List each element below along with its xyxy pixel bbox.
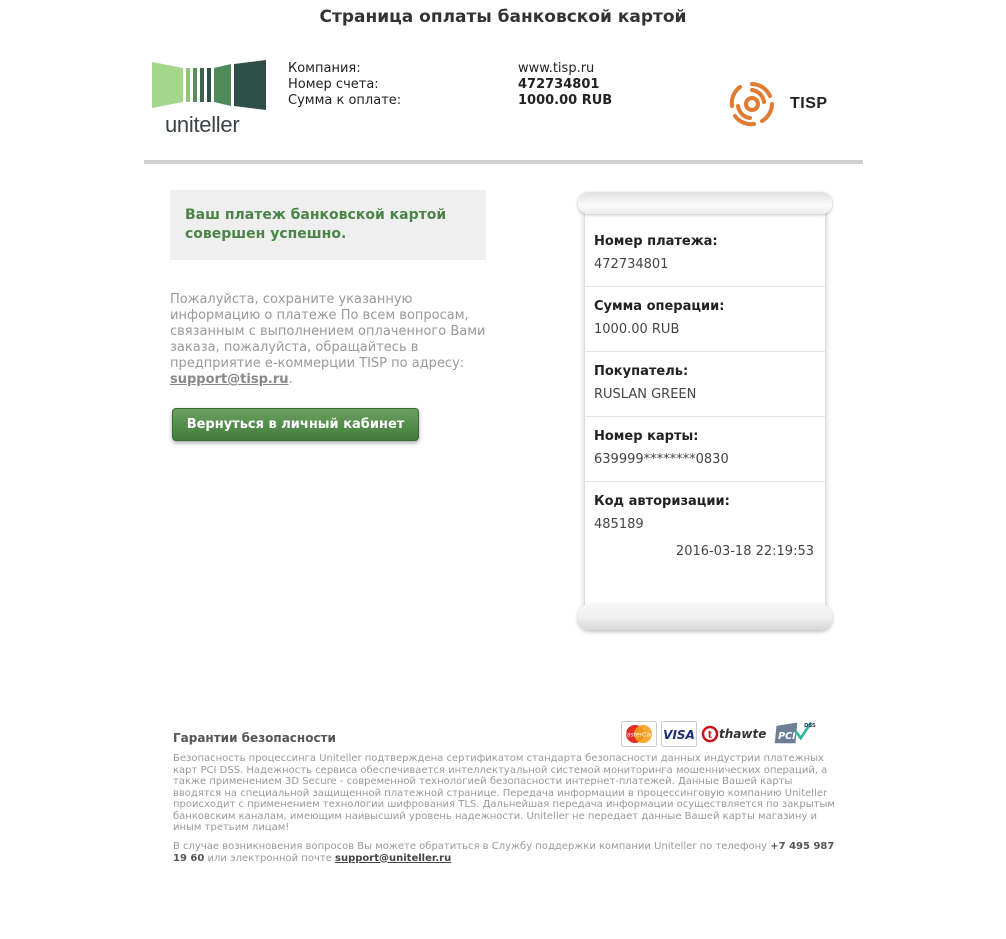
pci-dss-badge-icon: [771, 719, 827, 745]
receipt-value: 472734801: [594, 257, 669, 272]
support-text-middle: или электронной почте: [204, 852, 336, 864]
receipt-value: RUSLAN GREEN: [594, 387, 697, 402]
uniteller-logo-text: uniteller: [165, 112, 240, 137]
receipt-row-card-number: [584, 417, 826, 482]
order-info-values: [518, 61, 612, 109]
receipt-row-amount: [584, 287, 826, 352]
company-label: Компания:: [288, 61, 361, 76]
svg-text:t: t: [707, 730, 713, 741]
receipt-row-buyer: [584, 352, 826, 417]
svg-text:DSS: DSS: [804, 722, 816, 729]
visa-badge-icon: [661, 721, 697, 747]
support-phone: +7 495 987 19 60: [173, 841, 835, 864]
receipt-datetime: 2016-03-18 22:19:53: [675, 544, 814, 559]
support-text: [173, 841, 843, 864]
merchant-support-link[interactable]: support@tisp.ru: [170, 372, 289, 387]
merchant-logo: [724, 76, 834, 132]
receipt-label: Номер карты:: [594, 429, 699, 444]
receipt-label: Код авторизации:: [594, 494, 730, 509]
support-email-link[interactable]: support@uniteller.ru: [335, 852, 452, 864]
pci-dss-badge-text: PCI DSS: [776, 722, 780, 724]
mastercard-badge-icon: [621, 721, 657, 747]
receipt-value: 485189: [594, 517, 644, 532]
amount-value: 1000.00 RUB: [518, 93, 613, 108]
security-title: Гарантии безопасности: [173, 731, 336, 745]
receipt: [582, 192, 828, 634]
order-info-labels: [288, 61, 401, 109]
receipt-row-auth-code: [584, 482, 826, 547]
payment-info-text: [170, 292, 490, 388]
support-text-start: В случае возникновения вопросов Вы можете обратиться в Службу поддержки компании Uniteller по телефону: [173, 841, 771, 852]
receipt-label: Номер платежа:: [594, 234, 718, 249]
receipt-label: Сумма операции:: [594, 299, 725, 314]
uniteller-logo-icon: [150, 60, 270, 110]
receipt-value: 639999********0830: [594, 452, 729, 467]
header-divider: [144, 160, 863, 164]
receipt-label: Покупатель:: [594, 364, 689, 379]
account-value: 472734801: [518, 77, 600, 92]
company-value: www.tisp.ru: [518, 61, 595, 76]
amount-label: Сумма к оплате:: [288, 93, 402, 108]
receipt-scroll-bottom: [578, 604, 832, 630]
tisp-swirl-icon: [724, 76, 780, 132]
success-message-box: [170, 190, 486, 260]
receipt-value: 1000.00 RUB: [594, 322, 680, 337]
payment-info-body: Пожалуйста, сохраните указанную информацию о платеже По всем вопросам, связанным с выполнением оплаченного Вами заказа, пожалуйста, обращайтесь в предприятие е-коммерции TISP по адресу:: [170, 292, 486, 371]
payment-info-end: .: [288, 372, 293, 387]
account-label: Номер счета:: [288, 77, 379, 92]
mastercard-badge-text: MasterCard: [621, 731, 657, 739]
merchant-logo-text: TISP: [790, 95, 828, 112]
page-title: Страница оплаты банковской картой: [319, 7, 687, 27]
success-message: Ваш платеж банковской картой совершен успешно.: [185, 207, 447, 242]
svg-text:PCI: PCI: [778, 730, 796, 742]
security-text: Безопасность процессинга Uniteller подтверждена сертификатом стандарта безопасности данных индустрии платежных карт PCI DSS. Надежность сервиса обеспечивается интеллектуальной системой мониторинга мошеннических операций, а также применением 3D Secure - современной технологией безопасности интернет-платежей. Данные Вашей карты вводятся на специальной защищенной платежной странице. Передача информации в процессинговую компанию Uniteller происходит с применением технологии шифрования TLS. Дальнейшая передача информации осуществляется по закрытым банковским каналам, имеющим наивысший уровень надежности. Uniteller не передает данные Вашей карты магазину и иным третьим лицам!: [173, 753, 835, 833]
uniteller-logo: [150, 60, 270, 140]
receipt-row-payment-number: [584, 222, 826, 287]
thawte-badge-icon: [701, 721, 767, 747]
back-to-account-button[interactable]: Вернуться в личный кабинет: [172, 408, 419, 441]
thawte-badge-text: thawte: [719, 727, 767, 741]
visa-badge-text: VISA: [663, 728, 695, 742]
receipt-scroll-top: [578, 192, 832, 214]
